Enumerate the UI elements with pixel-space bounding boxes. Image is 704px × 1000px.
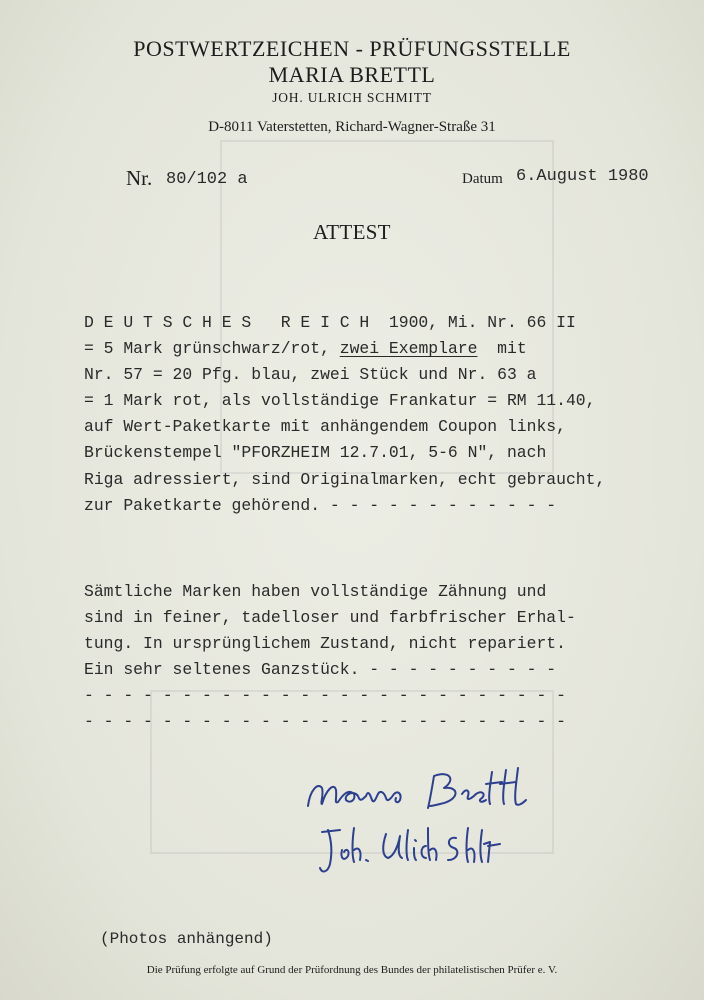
p1-line5: auf Wert-Paketkarte mit anhängendem Coupon links, (84, 417, 566, 437)
header-line2: MARIA BRETTL (268, 62, 436, 87)
signature-joh-ulrich-schmitt (318, 820, 518, 880)
p1-line8: zur Paketkarte gehörend. - - - - - - - - - - - - (84, 495, 557, 515)
p1-line1: D E U T S C H E S R E I C H 1900, Mi. Nr. 66 II (84, 313, 576, 332)
datum-label: Datum (462, 171, 503, 187)
footer-note: Die Prüfung erfolgte auf Grund der Prüfordnung des Bundes der philatelistischen Prüfer e. V. (146, 964, 558, 976)
signature-maria-brettl (300, 760, 530, 820)
p2-line1: Sämtliche Marken haben vollständige Zähnung und (84, 582, 547, 601)
attest-title: ATTEST (313, 220, 391, 244)
p1-line7: Riga adressiert, sind Originalmarken, echt gebraucht, (84, 469, 606, 489)
header-line1: POSTWERTZEICHEN - PRÜFUNGSSTELLE (133, 36, 571, 61)
paragraph-2 (84, 579, 664, 736)
header-address: D-8011 Vaterstetten, Richard-Wagner-Straße 31 (208, 119, 496, 135)
paragraph-1 (84, 310, 664, 519)
p1-line2 (84, 336, 664, 362)
header-line3: JOH. ULRICH SCHMITT (272, 90, 432, 105)
p1-line3: Nr. 57 = 20 Pfg. blau, zwei Stück und Nr. 63 a (84, 365, 537, 385)
p2-line2: sind in feiner, tadelloser und farbfrischer Erhal- (84, 608, 576, 628)
p2-line6: - - - - - - - - - - - - - - - - - - - - - - - - - (84, 712, 566, 732)
p1-line2-underlined: zwei Exemplare (339, 339, 478, 359)
p2-line4: Ein sehr seltenes Ganzstück. - - - - - - - - - - (84, 660, 557, 680)
p2-line5: - - - - - - - - - - - - - - - - - - - - - - - - - (84, 686, 566, 706)
p2-line3: tung. In ursprünglichem Zustand, nicht repariert. (84, 634, 566, 654)
photos-note: (Photos anhängend) (100, 930, 273, 948)
p1-line4: = 1 Mark rot, als vollständige Frankatur = RM 11.40, (84, 391, 596, 411)
p1-line2-pre: = 5 Mark grünschwarz/rot, (84, 339, 340, 359)
nr-value: 80/102 a (166, 170, 248, 189)
datum-value: 6.August 1980 (516, 167, 649, 186)
p1-line2-post: mit (477, 339, 527, 359)
nr-label: Nr. (126, 166, 153, 190)
p1-line6: Brückenstempel "PFORZHEIM 12.7.01, 5-6 N", nach (84, 443, 547, 463)
